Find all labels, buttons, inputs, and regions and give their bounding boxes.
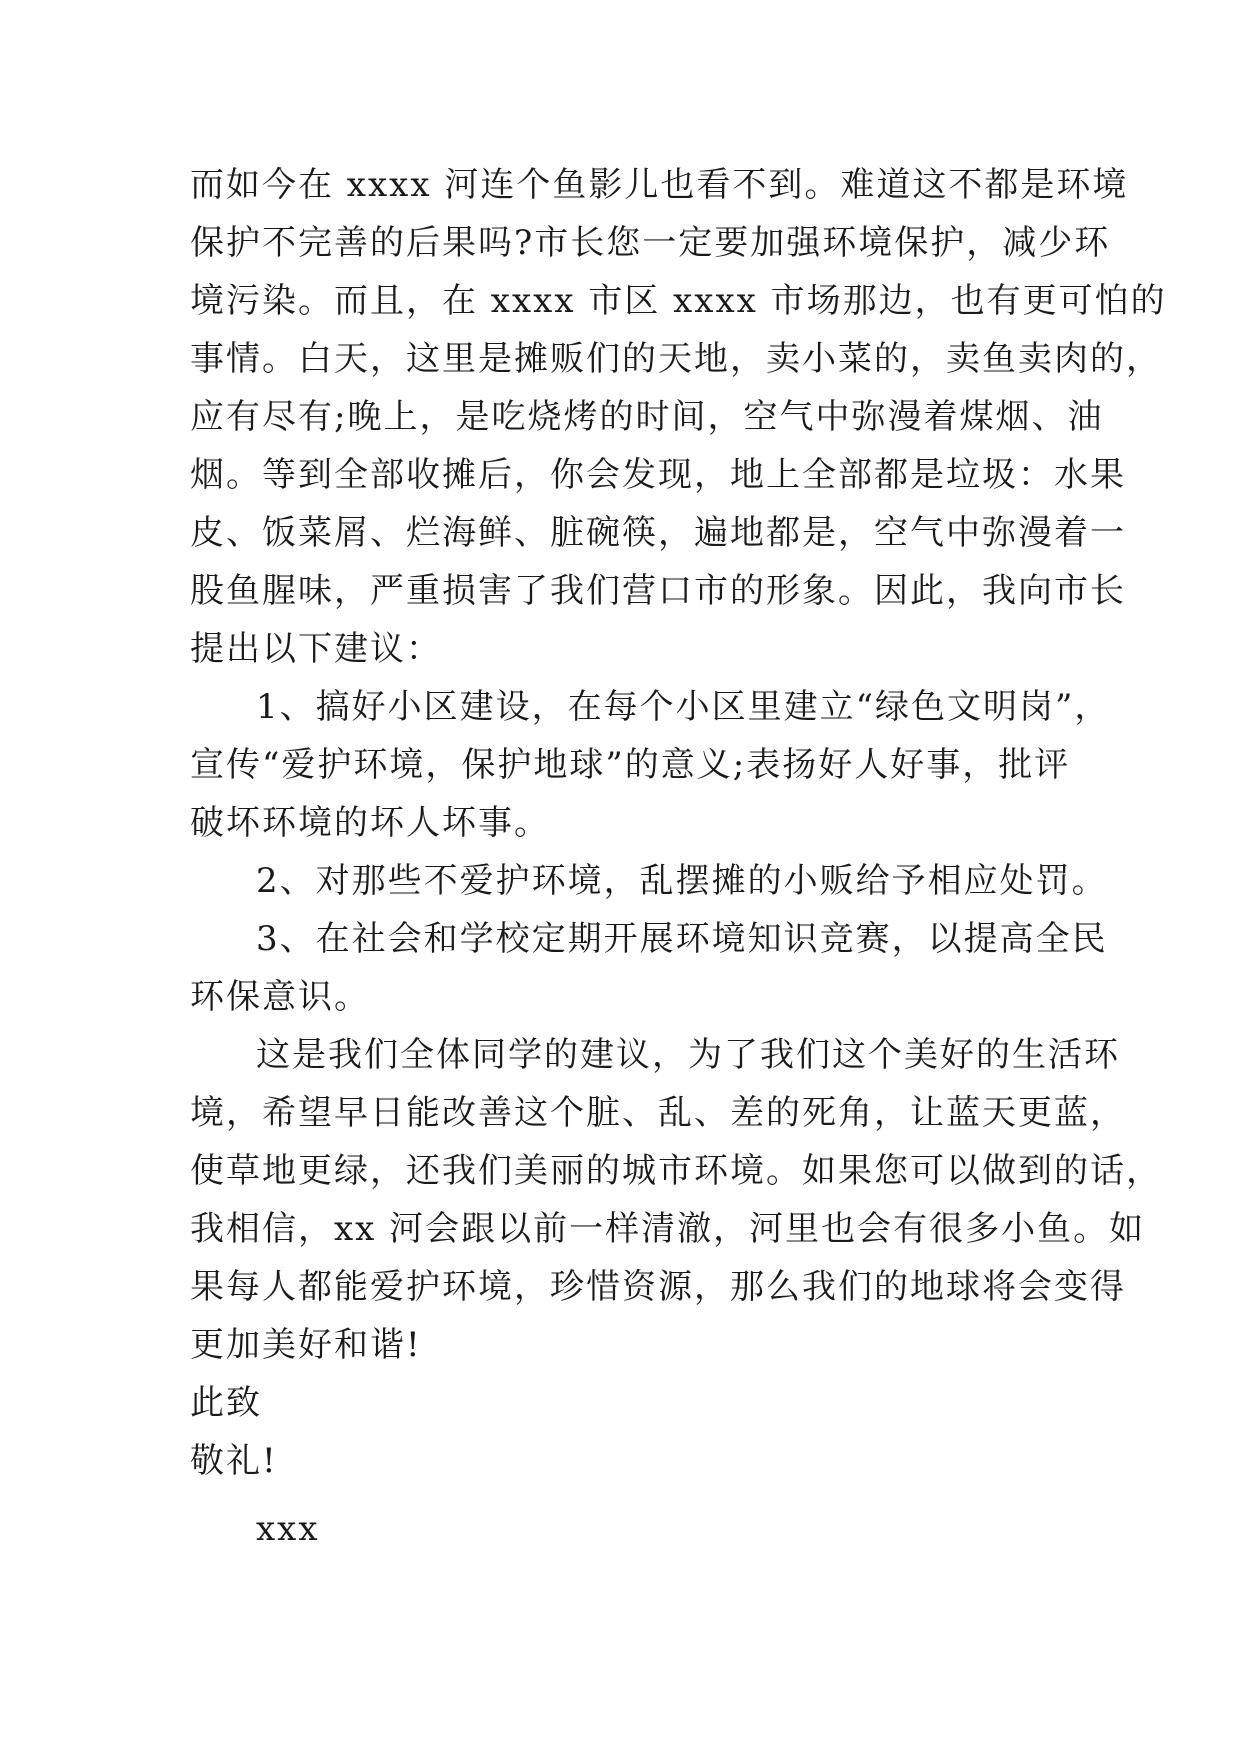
text-line: 烟。等到全部收摊后，你会发现，地上全部都是垃圾：水果 [190, 455, 1126, 495]
text-line: 更加美好和谐! [190, 1325, 422, 1365]
text-line: 环保意识。 [190, 977, 370, 1017]
text-line: 果每人都能爱护环境，珍惜资源，那么我们的地球将会变得 [190, 1267, 1126, 1307]
text-line: 皮、饭菜屑、烂海鲜、脏碗筷，遍地都是，空气中弥漫着一 [190, 513, 1126, 553]
text-line: 提出以下建议： [190, 629, 442, 669]
suggestion-3-line: 3、在社会和学校定期开展环境知识竞赛，以提高全民 [256, 919, 1108, 959]
suggestion-2-line: 2、对那些不爱护环境，乱摆摊的小贩给予相应处罚。 [256, 861, 1108, 901]
text-line: 应有尽有;晚上，是吃烧烤的时间，空气中弥漫着煤烟、油 [190, 397, 1104, 437]
text-line: 使草地更绿，还我们美丽的城市环境。如果您可以做到的话， [190, 1151, 1162, 1191]
text-line: 而如今在 xxxx 河连个鱼影儿也看不到。难道这不都是环境 [190, 165, 1129, 205]
text-line: 股鱼腥味，严重损害了我们营口市的形象。因此，我向市长 [190, 571, 1126, 611]
suggestion-1-line: 1、搞好小区建设，在每个小区里建立“绿色文明岗”， [256, 687, 1111, 727]
closing-paragraph-line: 这是我们全体同学的建议，为了我们这个美好的生活环 [256, 1035, 1120, 1075]
salutation-cizhi: 此致 [190, 1383, 262, 1423]
text-line: 宣传“爱护环境，保护地球”的意义;表扬好人好事，批评 [190, 745, 1071, 785]
signature: xxx [256, 1509, 320, 1549]
salutation-jingli: 敬礼! [190, 1441, 278, 1481]
text-line: 破坏环境的坏人坏事。 [190, 803, 550, 843]
text-line: 保护不完善的后果吗?市长您一定要加强环境保护，减少环 [190, 223, 1111, 263]
text-line: 事情。白天，这里是摊贩们的天地，卖小菜的，卖鱼卖肉的， [190, 339, 1162, 379]
text-line: 境污染。而且，在 xxxx 市区 xxxx 市场那边，也有更可怕的 [190, 281, 1167, 321]
text-line: 我相信，xx 河会跟以前一样清澈，河里也会有很多小鱼。如 [190, 1209, 1146, 1249]
text-line: 境，希望早日能改善这个脏、乱、差的死角，让蓝天更蓝， [190, 1093, 1126, 1133]
